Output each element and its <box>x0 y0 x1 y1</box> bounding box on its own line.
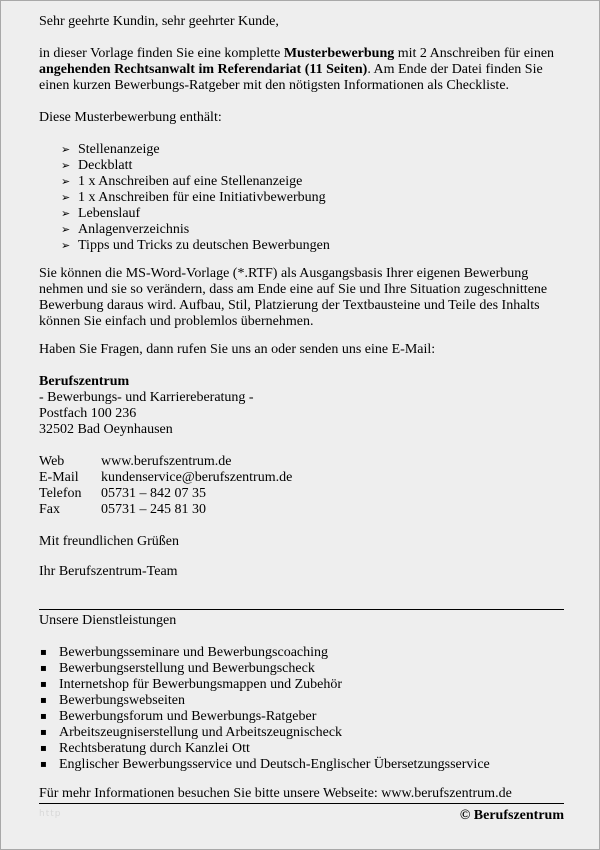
contact-row <box>39 454 564 470</box>
contents-list-item <box>39 174 564 190</box>
contact-label: Web <box>39 454 65 469</box>
contents-list-item-text: Stellenanzeige <box>78 142 160 157</box>
square-bullet-icon: ▪ <box>40 647 47 658</box>
square-bullet-icon: ▪ <box>40 727 47 738</box>
square-bullet-icon: ▪ <box>40 695 47 706</box>
square-bullet-icon: ▪ <box>40 759 47 770</box>
square-bullet-icon: ▪ <box>40 743 47 754</box>
services-list <box>39 645 564 773</box>
services-heading: Unsere Dienstleistungen <box>39 613 177 628</box>
services-list-item <box>39 725 564 741</box>
company-name: Berufszentrum <box>39 374 130 389</box>
services-list-item <box>39 709 564 725</box>
services-list-item-text: Internetshop für Bewerbungsmappen und Zubehör <box>59 677 343 692</box>
company-pobox: Postfach 100 236 <box>39 406 137 421</box>
contents-list-item <box>39 158 564 174</box>
contact-label: Telefon <box>39 486 82 501</box>
intro-text-post: . Am Ende der Datei finden Sie einen kurzen Bewerbungs-Ratgeber mit den nötigsten Informationen als Checkliste. <box>39 62 543 93</box>
copyright-notice: © Berufszentrum <box>459 808 564 823</box>
bottom-row <box>39 804 564 826</box>
contents-list-item-text: Tipps und Tricks zu deutschen Bewerbungen <box>78 238 330 253</box>
contents-list-item-text: Anlagenverzeichnis <box>78 222 190 237</box>
contact-table <box>39 454 564 518</box>
contact-row <box>39 470 564 486</box>
contents-list-item <box>39 238 564 254</box>
contact-label: Fax <box>39 502 60 517</box>
company-city: 32502 Bad Oeynhausen <box>39 422 173 437</box>
contact-value: 05731 – 245 81 30 <box>101 502 206 517</box>
intro-bold-position: angehenden Rechtsanwalt im Referendariat (11 Seiten) <box>39 62 368 77</box>
intro-bold-musterbewerbung: Musterbewerbung <box>283 46 395 61</box>
contents-list-item-text: Lebenslauf <box>78 206 141 221</box>
services-list-item-text: Arbeitszeugniserstellung und Arbeitszeugnischeck <box>59 725 343 740</box>
signature-line: Ihr Berufszentrum-Team <box>39 564 178 579</box>
services-list-item <box>39 677 564 693</box>
contents-list-item <box>39 206 564 222</box>
square-bullet-icon: ▪ <box>40 679 47 690</box>
square-bullet-icon: ▪ <box>40 663 47 674</box>
contact-row <box>39 486 564 502</box>
company-block <box>39 374 564 438</box>
services-list-item-text: Rechtsberatung durch Kanzlei Ott <box>59 741 250 756</box>
company-tagline: - Bewerbungs- und Karriereberatung - <box>39 390 254 405</box>
contact-value: kundenservice@berufszentrum.de <box>101 470 293 485</box>
arrow-bullet-icon: ➢ <box>61 239 71 252</box>
usage-paragraph: Sie können die MS-Word-Vorlage (*.RTF) als Ausgangsbasis Ihrer eigenen Bewerbung nehmen und sie so verändern, dass am Ende eine auf Sie und Ihre Situation zugeschnittene Bewerbung daraus wird. Aufbau, Stil, Platzierung der Textbausteine und Teile des Inhalts können Sie einfach und problemlos übernehmen. <box>39 266 548 329</box>
contact-value: 05731 – 842 07 35 <box>101 486 206 501</box>
intro-text-mid: mit 2 Anschreiben für einen <box>394 46 555 61</box>
questions-line: Haben Sie Fragen, dann rufen Sie uns an oder senden uns eine E-Mail: <box>39 342 436 357</box>
arrow-bullet-icon: ➢ <box>61 175 71 188</box>
contact-label: E-Mail <box>39 470 79 485</box>
services-list-item-text: Englischer Bewerbungsservice und Deutsch-Englischer Übersetzungsservice <box>59 757 490 772</box>
services-list-item-text: Bewerbungsforum und Bewerbungs-Ratgeber <box>59 709 317 724</box>
services-list-item <box>39 693 564 709</box>
contact-value: www.berufszentrum.de <box>101 454 232 469</box>
services-list-item <box>39 757 564 773</box>
contents-list-item <box>39 190 564 206</box>
contents-list <box>39 142 564 254</box>
closing-line: Mit freundlichen Grüßen <box>39 534 179 549</box>
contact-row <box>39 502 564 518</box>
intro-paragraph <box>39 46 564 94</box>
arrow-bullet-icon: ➢ <box>61 207 71 220</box>
contains-heading: Diese Musterbewerbung enthält: <box>39 110 222 125</box>
services-list-item-text: Bewerbungsseminare und Bewerbungscoaching <box>59 645 329 660</box>
services-list-item <box>39 661 564 677</box>
contents-list-item-text: 1 x Anschreiben auf eine Stellenanzeige <box>78 174 303 189</box>
contents-list-item-text: 1 x Anschreiben für eine Initiativbewerbung <box>78 190 326 205</box>
footer-website-url: www.berufszentrum.de <box>381 786 512 801</box>
arrow-bullet-icon: ➢ <box>61 143 71 156</box>
contents-list-item <box>39 142 564 158</box>
square-bullet-icon: ▪ <box>40 711 47 722</box>
services-list-item <box>39 645 564 661</box>
link-status-text: http <box>39 809 62 819</box>
contents-list-item-text: Deckblatt <box>78 158 133 173</box>
salutation: Sehr geehrte Kundin, sehr geehrter Kunde, <box>39 14 279 29</box>
services-list-item <box>39 741 564 757</box>
arrow-bullet-icon: ➢ <box>61 159 71 172</box>
services-list-item-text: Bewerbungserstellung und Bewerbungscheck <box>59 661 315 676</box>
intro-text-pre: in dieser Vorlage finden Sie eine komplette <box>39 46 284 61</box>
contents-list-item <box>39 222 564 238</box>
footer-text: Für mehr Informationen besuchen Sie bitte unsere Webseite: <box>39 786 382 801</box>
footer-info-line <box>39 786 564 804</box>
services-list-item-text: Bewerbungswebseiten <box>59 693 185 708</box>
arrow-bullet-icon: ➢ <box>61 223 71 236</box>
arrow-bullet-icon: ➢ <box>61 191 71 204</box>
